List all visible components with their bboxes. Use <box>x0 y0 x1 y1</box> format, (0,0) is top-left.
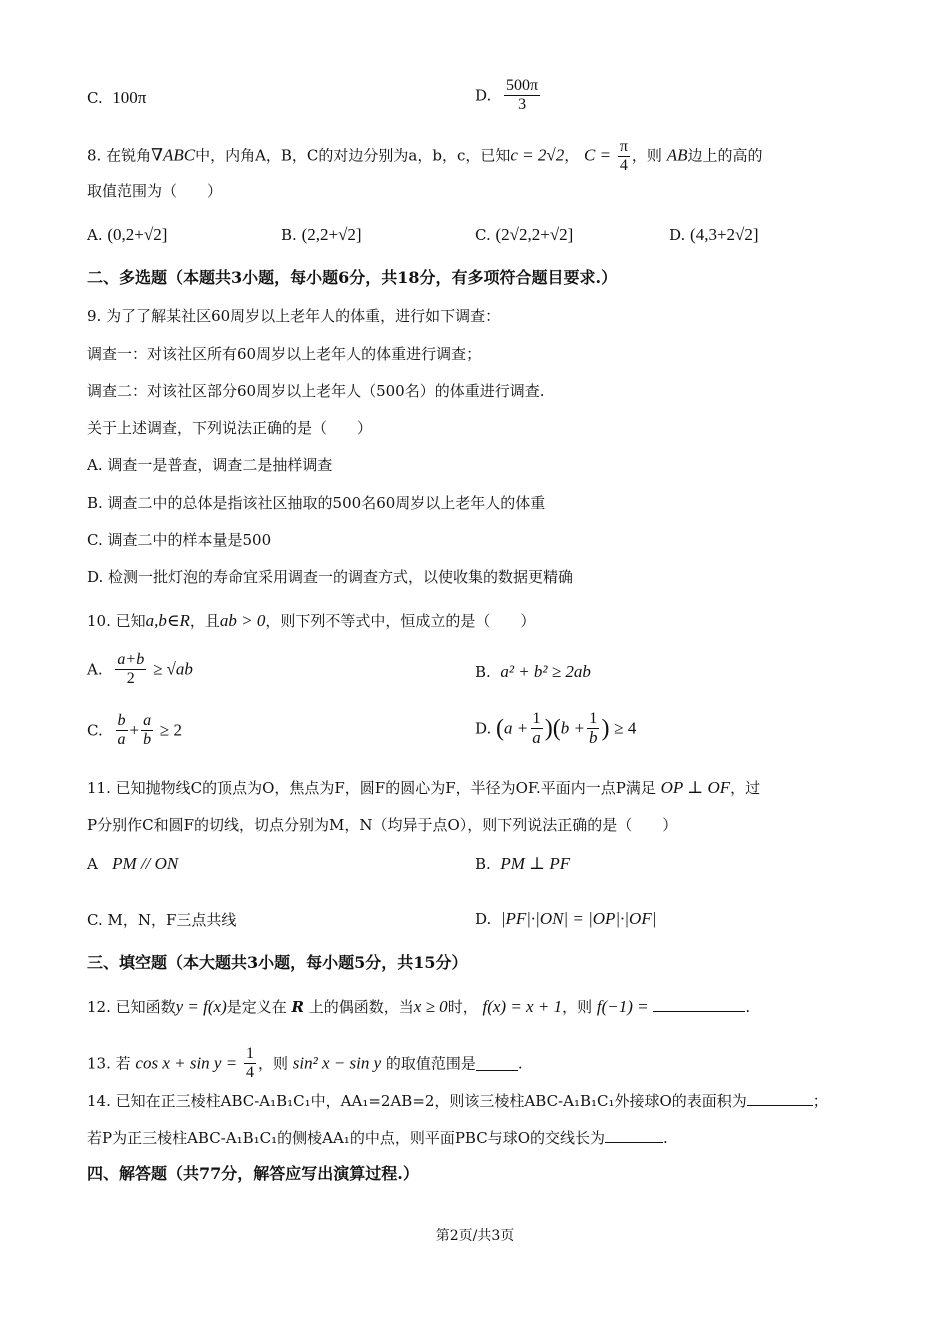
fraction-numerator: 1 <box>245 1045 254 1062</box>
q7-option-d <box>475 77 542 114</box>
fraction <box>587 710 600 747</box>
fraction-denominator: 4 <box>245 1064 254 1081</box>
fraction <box>141 712 153 749</box>
math-expr: c = 2√2 <box>510 145 565 165</box>
math-expr: sin² x − sin y <box>292 1053 382 1073</box>
q10-option-c: C. $\frac{b}{a}$ + $\frac{a}{b}$ ≥ 2 <box>87 712 182 748</box>
fraction <box>618 138 630 175</box>
fraction-denominator: a <box>532 728 541 747</box>
q9-option-c: C. 调查二中的样本量是500 <box>87 531 272 549</box>
fraction <box>504 77 540 114</box>
fraction-denominator: a <box>117 731 126 748</box>
triangle-symbol: ∇ABC <box>151 145 196 165</box>
text: . <box>663 1129 668 1147</box>
option-value: (2√2,2+√2] <box>495 225 574 244</box>
fraction-numerator: 500π <box>506 77 539 94</box>
option-label: C. <box>87 89 103 107</box>
q8-option-d <box>669 225 759 245</box>
fraction-numerator: π <box>619 138 628 155</box>
text: ，则 <box>257 1054 288 1073</box>
math-expr: a² + b² ≥ 2ab <box>500 662 591 681</box>
text: 11. 已知抛物线C的顶点为O，焦点为F，圆F的圆心为F，半径为OF.平面内一点P满足 <box>87 779 656 797</box>
text: 上的偶函数，当 <box>308 998 414 1016</box>
text: 若P为正三棱柱ABC-A₁B₁C₁的侧棱AA₁的中点，则平面PBC与球O的交线长为 <box>87 1129 605 1147</box>
q8-stem-line2: 取值范围为（ ） <box>87 182 223 200</box>
option-label: D. <box>475 86 492 105</box>
math-expr: a,b∈R <box>145 611 190 630</box>
text: 中，内角A，B，C的对边分别为a，b，c，已知 <box>195 146 511 165</box>
option-label: D. <box>475 910 492 928</box>
q9-option-d: D. 检测一批灯泡的寿命宜采用调查一的调查方式，以使收集的数据更精确 <box>87 568 574 586</box>
fraction-denominator: b <box>589 728 598 747</box>
fraction-numerator: a <box>143 712 152 729</box>
fraction-numerator: 1 <box>532 710 541 727</box>
math-expr: cos x + sin y = <box>135 1053 238 1073</box>
option-value: (4,3+2√2] <box>690 225 759 244</box>
fraction <box>115 651 146 688</box>
option-label: C. <box>475 226 491 244</box>
section-heading: 四、解答题（共77分，解答应写出演算过程.） <box>87 1164 419 1183</box>
text: 13. 若 <box>87 1054 131 1073</box>
math-expr: R <box>291 998 304 1016</box>
q9-line: 关于上述调查，下列说法正确的是（ ） <box>87 419 373 437</box>
text: 10. 已知 <box>87 612 146 630</box>
fraction-denominator: b <box>143 731 152 748</box>
q10-option-a <box>87 651 193 688</box>
fraction-denominator: 2 <box>126 670 135 687</box>
section-heading: 三、填空题（本大题共3小题，每小题5分，共15分） <box>87 953 468 972</box>
math-expr: ≥ √ab <box>152 659 193 679</box>
option-label: D. <box>475 719 492 738</box>
fraction-numerator: a+b <box>117 651 145 668</box>
option-label: B. <box>475 855 491 873</box>
q9-line: 调查一：对该社区所有60周岁以上老年人的体重进行调查； <box>87 345 482 363</box>
math-expr: AB <box>666 145 688 165</box>
text: ，则 <box>562 998 593 1016</box>
math-expr: f(x) = x + 1 <box>482 997 563 1016</box>
text: ，过 <box>730 779 761 797</box>
fraction-numerator: b <box>117 712 126 729</box>
q11-stem-line2: P分别作C和圆F的切线，切点分别为M，N（均异于点O），则下列说法正确的是（ ） <box>87 816 678 834</box>
q9-line: 调查二：对该社区部分60周岁以上老年人（500名）的体重进行调查. <box>87 382 545 400</box>
fraction-denominator: 4 <box>619 157 628 174</box>
q10-stem <box>87 611 535 631</box>
option-label: A. <box>87 226 103 244</box>
math-expr: y = f(x) <box>175 997 227 1016</box>
q12-stem <box>87 997 750 1017</box>
option-value: (0,2+√2] <box>107 225 168 244</box>
text: 边上的高的 <box>687 146 763 165</box>
q8-option-c <box>475 225 573 245</box>
q8-option-b <box>281 225 362 245</box>
q11-option-c: C. M，N，F三点共线 <box>87 911 237 929</box>
text: ，则 <box>631 146 662 165</box>
text: . <box>745 998 751 1016</box>
q14-line2 <box>87 1128 668 1148</box>
option-label: C. <box>87 721 103 740</box>
math-expr: C = <box>584 145 612 165</box>
text: . <box>517 1054 523 1073</box>
math-expr: PM ⊥ PF <box>500 854 571 873</box>
answer-blank[interactable] <box>605 1128 663 1143</box>
q11-option-d <box>475 909 656 929</box>
fraction-denominator: 3 <box>518 96 527 113</box>
text: 12. 已知函数 <box>87 998 176 1016</box>
fraction <box>244 1045 256 1082</box>
q10-option-b <box>475 662 591 682</box>
answer-blank[interactable] <box>747 1091 813 1106</box>
q7-option-c <box>87 88 146 108</box>
fraction <box>530 710 543 747</box>
option-label: A. <box>87 660 103 679</box>
q9-option-b: B. 调查二中的总体是指该社区抽取的500名60周岁以上老年人的体重 <box>87 494 546 512</box>
fraction <box>116 712 128 749</box>
option-value: (2,2+√2] <box>301 225 362 244</box>
math-expr: |PF|·|ON| = |OP|·|OF| <box>500 909 657 928</box>
q14-line1 <box>87 1091 828 1111</box>
q11-option-b <box>475 854 570 874</box>
option-value: 100π <box>112 88 147 107</box>
text: ，则下列不等式中，恒成立的是（ ） <box>265 612 536 630</box>
option-label: B. <box>281 226 297 244</box>
text: 时， <box>447 998 478 1016</box>
text: 是定义在 <box>226 998 287 1016</box>
option-label: B. <box>475 663 491 681</box>
q13-stem <box>87 1045 523 1082</box>
math-expr: x ≥ 0 <box>413 997 448 1016</box>
text: 的取值范围是 <box>385 1054 476 1073</box>
text: ； <box>812 1092 828 1110</box>
math-expr: PM // ON <box>112 854 179 873</box>
answer-blank[interactable] <box>653 997 745 1012</box>
answer-blank[interactable] <box>476 1056 518 1071</box>
text: 8. 在锐角 <box>87 146 152 165</box>
page-footer: 第2页/共3页 <box>435 1228 515 1244</box>
section-heading: 二、多选题（本题共3小题，每小题6分，共18分，有多项符合题目要求.） <box>87 268 618 287</box>
math-expr: f(−1) = <box>596 997 649 1016</box>
math-expr: ≥ 2 <box>159 720 182 740</box>
text: ，且 <box>189 612 220 630</box>
text: 14. 已知在正三棱柱ABC-A₁B₁C₁中，AA₁=2AB=2，则该三棱柱ABC-A₁B₁C₁外接球O的表面积为 <box>87 1092 747 1110</box>
math-expr: ab > 0 <box>219 611 266 630</box>
option-label: D. <box>669 226 686 244</box>
fraction-numerator: 1 <box>589 710 598 727</box>
q10-option-d: D. (a + $\frac{1}{a}$ )(b + $\frac{1}{b}$ ) ≥ 4 <box>475 710 637 747</box>
math-expr: OP ⊥ OF <box>660 778 731 797</box>
math-expr: ≥ 4 <box>614 718 637 738</box>
q9-option-a: A. 调查一是普查，调查二是抽样调查 <box>87 456 333 474</box>
q8-stem: 8. 在锐角∇ABC中，内角A，B，C的对边分别为a，b，c，已知c = 2√2， C = $\frac{\pi}{4}$ ，则 AB边上的高的 <box>87 138 763 174</box>
option-label: A <box>87 855 98 873</box>
q11-option-a <box>87 854 178 874</box>
q8-option-a <box>87 225 167 245</box>
q9-line: 9. 为了了解某社区60周岁以上老年人的体重，进行如下调查： <box>87 307 501 325</box>
q11-stem <box>87 778 760 798</box>
